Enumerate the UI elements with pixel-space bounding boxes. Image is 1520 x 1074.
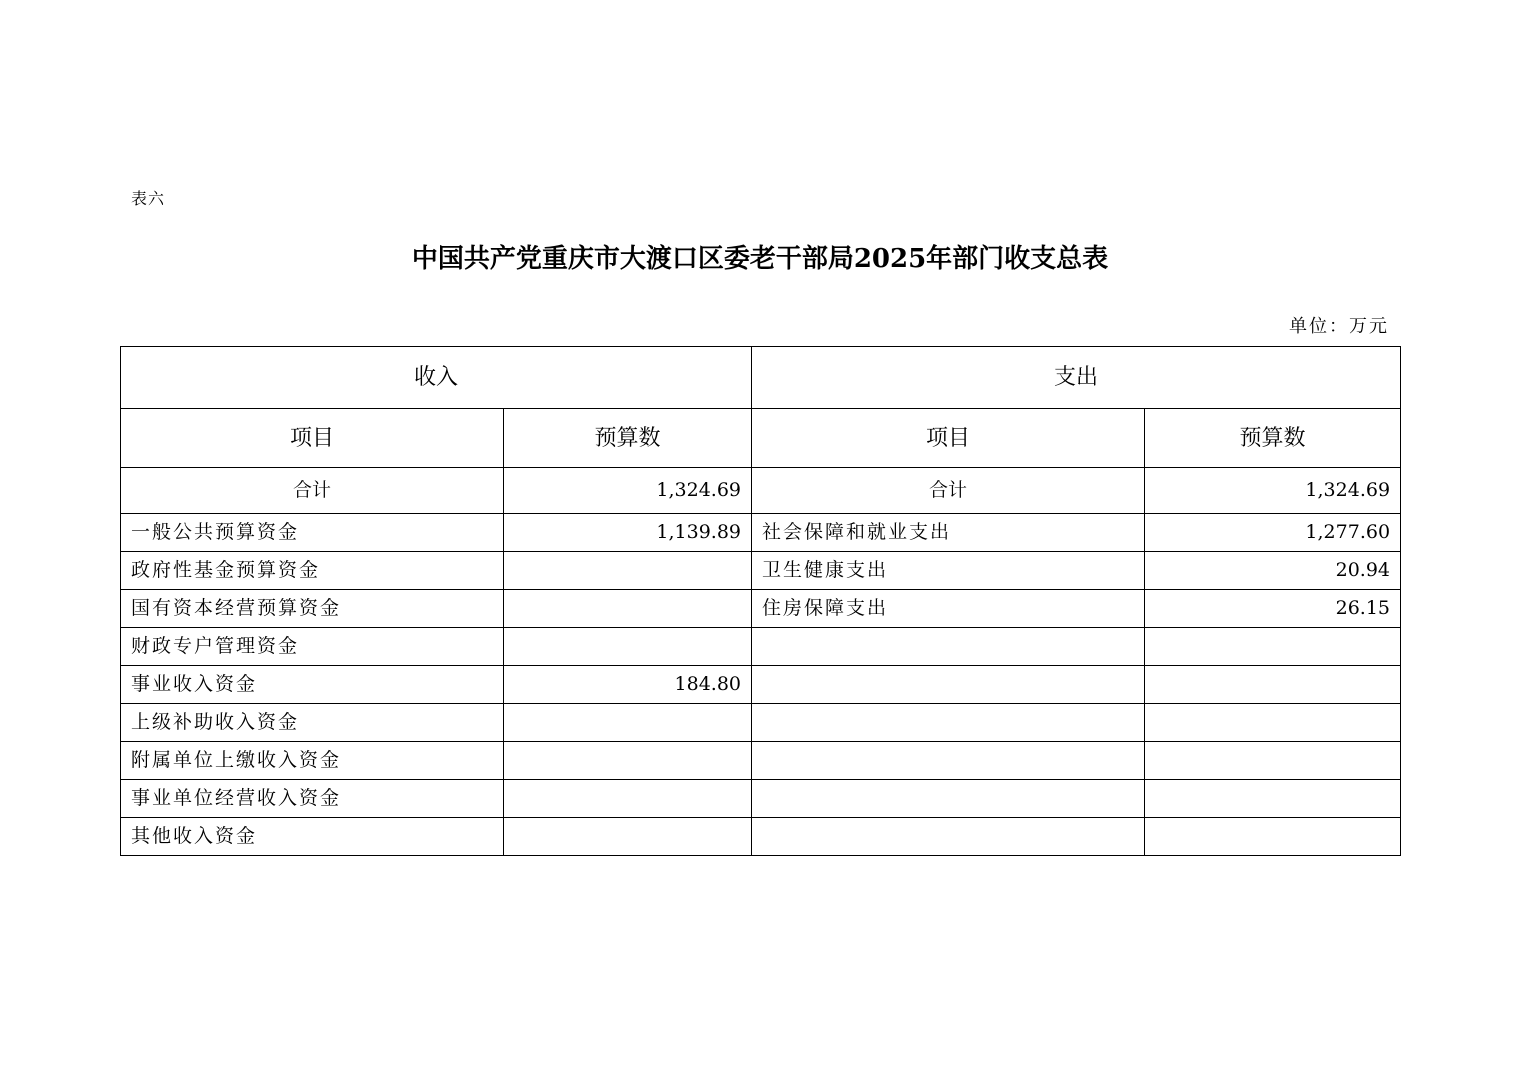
expense-total-value: 1,324.69: [1145, 468, 1401, 514]
expense-item: [752, 742, 1145, 780]
income-item: 附属单位上缴收入资金: [121, 742, 504, 780]
budget-summary-table: [120, 346, 1401, 856]
table-number-label: 表六: [131, 189, 166, 208]
expense-value: 1,277.60: [1145, 514, 1401, 552]
income-value: [504, 552, 752, 590]
expense-item: 住房保障支出: [752, 590, 1145, 628]
table-row: [121, 628, 1401, 666]
expense-value: 26.15: [1145, 590, 1401, 628]
expense-group-header: 支出: [752, 347, 1401, 409]
table-row: [121, 666, 1401, 704]
income-budget-header: 预算数: [504, 409, 752, 468]
table-row: [121, 514, 1401, 552]
document-title: 中国共产党重庆市大渡口区委老干部局2025年部门收支总表: [411, 244, 1109, 274]
expense-item: 社会保障和就业支出: [752, 514, 1145, 552]
total-row: [121, 468, 1401, 514]
expense-value: [1145, 742, 1401, 780]
income-value: [504, 742, 752, 780]
table-row: [121, 818, 1401, 856]
table-row: [121, 780, 1401, 818]
income-item: 上级补助收入资金: [121, 704, 504, 742]
income-item: 财政专户管理资金: [121, 628, 504, 666]
expense-item-header: 项目: [752, 409, 1145, 468]
income-value: [504, 818, 752, 856]
expense-value: [1145, 818, 1401, 856]
table-row: [121, 552, 1401, 590]
unit-label: 单位：万元: [1289, 316, 1389, 337]
group-header-row: [121, 347, 1401, 409]
expense-value: 20.94: [1145, 552, 1401, 590]
income-value: [504, 628, 752, 666]
income-item: 其他收入资金: [121, 818, 504, 856]
table-row: [121, 704, 1401, 742]
expense-budget-header: 预算数: [1145, 409, 1401, 468]
income-item: 一般公共预算资金: [121, 514, 504, 552]
table-row: [121, 590, 1401, 628]
expense-value: [1145, 780, 1401, 818]
table-row: [121, 742, 1401, 780]
income-item-header: 项目: [121, 409, 504, 468]
income-value: [504, 780, 752, 818]
expense-total-label: 合计: [752, 468, 1145, 514]
expense-value: [1145, 666, 1401, 704]
expense-value: [1145, 704, 1401, 742]
column-header-row: [121, 409, 1401, 468]
expense-item: [752, 818, 1145, 856]
income-group-header: 收入: [121, 347, 752, 409]
income-item: 政府性基金预算资金: [121, 552, 504, 590]
income-item: 事业单位经营收入资金: [121, 780, 504, 818]
income-value: 184.80: [504, 666, 752, 704]
income-value: [504, 590, 752, 628]
income-item: 国有资本经营预算资金: [121, 590, 504, 628]
expense-item: [752, 628, 1145, 666]
income-total-value: 1,324.69: [504, 468, 752, 514]
expense-item: [752, 704, 1145, 742]
income-value: [504, 704, 752, 742]
income-item: 事业收入资金: [121, 666, 504, 704]
expense-item: 卫生健康支出: [752, 552, 1145, 590]
income-total-label: 合计: [121, 468, 504, 514]
expense-value: [1145, 628, 1401, 666]
expense-item: [752, 666, 1145, 704]
expense-item: [752, 780, 1145, 818]
income-value: 1,139.89: [504, 514, 752, 552]
